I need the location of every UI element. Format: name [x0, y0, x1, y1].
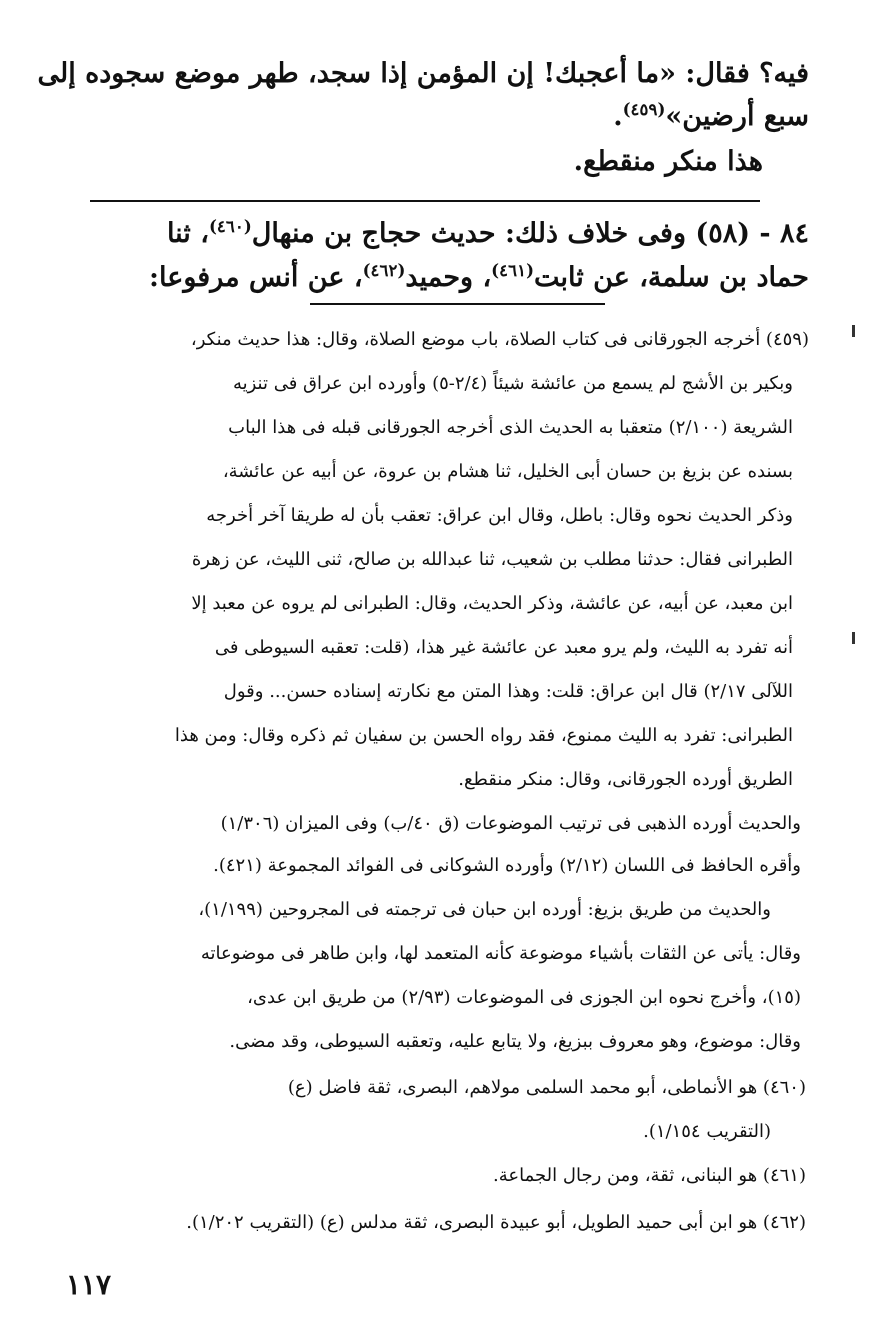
- footnote-text: وذكر الحديث نحوه وقال: باطل، وقال ابن عراق: تعقب بأن له طريقا آخر أخرجه: [206, 505, 793, 526]
- footnote-462-line: [0, 1208, 806, 1238]
- footnote-459-line: [0, 939, 801, 969]
- footnote-459-line: [0, 501, 793, 531]
- footnote-text: الشريعة (٢/١٠٠) متعقبا به الحديث الذى أخرجه الجورقانى قبله فى هذا الباب: [228, 417, 793, 438]
- footnote-text: أنه تفرد به الليث، ولم يرو معبد عن عائشة غير هذا، (قلت: تعقبه السيوطى فى: [214, 637, 793, 658]
- footnote-459-line: [0, 895, 771, 925]
- footnote-459-line: [0, 677, 793, 707]
- underline-rule: [310, 303, 605, 305]
- footnote-461-line: [0, 1161, 806, 1191]
- footnote-text: (التقريب ١/١٥٤).: [643, 1121, 771, 1142]
- footnote-459-line: [0, 413, 793, 443]
- body-line-2: [0, 95, 809, 139]
- body-text: ، عن أنس مرفوعا:: [149, 262, 363, 293]
- section-divider: [90, 200, 760, 202]
- body-text: ٨٤ - (٥٨) وفى خلاف ذلك: حديث حجاج بن منهال: [251, 218, 809, 249]
- body-line-1: [0, 52, 809, 96]
- footnote-459-line: [0, 851, 801, 881]
- footnote-459-line: [0, 589, 793, 619]
- body-text: ، ثنا: [166, 218, 209, 249]
- hadith-84-line-1: [0, 212, 809, 256]
- footnote-text: (٤٦٢) هو ابن أبى حميد الطويل، أبو عبيدة البصرى، ثقة مدلس (ع) (التقريب ١/٢٠٢).: [186, 1212, 806, 1233]
- body-text: .: [613, 101, 623, 132]
- footnote-ref: (٤٦٢): [362, 260, 406, 280]
- body-text: فيه؟ فقال: «ما أعجبك! إن المؤمن إذا سجد، طهر موضع سجوده إلى: [37, 58, 809, 89]
- footnote-text: وأقره الحافظ فى اللسان (٢/١٢) وأورده الشوكانى فى الفوائد المجموعة (٤٢١).: [213, 855, 801, 876]
- hadith-84-line-2: [0, 256, 809, 300]
- footnote-459-line: [0, 721, 793, 751]
- footnote-text: الطريق أورده الجورقانى، وقال: منكر منقطع.: [458, 769, 793, 790]
- footnote-459-line: [0, 457, 793, 487]
- footnote-ref: (٤٦١): [491, 260, 534, 280]
- footnote-460-line: [0, 1117, 771, 1147]
- footnote-459-line: [0, 633, 793, 663]
- footnote-459-line: [0, 1027, 801, 1057]
- footnote-459-line: [0, 369, 793, 399]
- body-line-3: [0, 140, 763, 184]
- page-number: ١١٧: [65, 1268, 111, 1301]
- footnote-text: الطبرانى فقال: حدثنا مطلب بن شعيب، ثنا عبدالله بن صالح، ثنى الليث، عن زهرة: [191, 549, 793, 570]
- margin-mark: [852, 325, 855, 337]
- footnote-459-line: [0, 809, 801, 839]
- footnote-text: والحديث من طريق بزيغ: أورده ابن حبان فى ترجمته فى المجروحين (١/١٩٩)،: [198, 899, 771, 920]
- footnote-text: اللآلى ٢/١٧) قال ابن عراق: قلت: وهذا المتن مع نكارته إسناده حسن... وقول: [223, 681, 793, 702]
- body-text: سبع أرضين»: [665, 101, 809, 132]
- footnote-ref: (٤٦٠): [208, 216, 252, 236]
- footnote-ref: (٤٥٩): [622, 99, 666, 119]
- body-text: هذا منكر منقطع.: [573, 146, 763, 177]
- footnote-459-line: [0, 545, 793, 575]
- body-text: حماد بن سلمة، عن ثابت: [533, 262, 809, 293]
- footnote-text: (٤٦٠) هو الأنماطى، أبو محمد السلمى مولاهم، البصرى، ثقة فاضل (ع): [287, 1077, 806, 1098]
- footnote-459-line: [0, 983, 801, 1013]
- margin-mark: [852, 632, 855, 644]
- footnote-text: وقال: يأتى عن الثقات بأشياء موضوعة كأنه المتعمد لها، وابن طاهر فى موضوعاته: [200, 943, 801, 964]
- body-text: ، وحميد: [405, 262, 492, 293]
- footnote-text: الطبرانى: تفرد به الليث ممنوع، فقد رواه الحسن بن سفيان ثم ذكره وقال: ومن هذا: [174, 725, 793, 746]
- footnote-text: ابن معبد، عن أبيه، عن عائشة، وذكر الحديث، وقال: الطبرانى لم يروه عن معبد إلا: [191, 593, 793, 614]
- footnote-text: وقال: موضوع، وهو معروف ببزيغ، ولا يتابع عليه، وتعقبه السيوطى، وقد مضى.: [229, 1031, 801, 1052]
- footnote-459-line: [0, 325, 809, 355]
- footnote-text: (١٥)، وأخرج نحوه ابن الجوزى فى الموضوعات (٢/٩٣) من طريق ابن عدى،: [247, 987, 801, 1008]
- footnote-459-line: [0, 765, 793, 795]
- footnote-text: (٤٦١) هو البنانى، ثقة، ومن رجال الجماعة.: [493, 1165, 806, 1186]
- footnote-text: (٤٥٩) أخرجه الجورقانى فى كتاب الصلاة، باب موضع الصلاة، وقال: هذا حديث منكر،: [190, 329, 809, 350]
- footnote-text: بسنده عن بزيغ بن حسان أبى الخليل، ثنا هشام بن عروة، عن أبيه عن عائشة،: [222, 461, 793, 482]
- footnote-text: وبكير بن الأشج لم يسمع من عائشة شيئاً (٢/٤-٥) وأورده ابن عراق فى تنزيه: [232, 373, 793, 394]
- footnote-text: والحديث أورده الذهبى فى ترتيب الموضوعات (ق ٤٠/ب) وفى الميزان (١/٣٠٦): [220, 813, 801, 834]
- footnote-460-line: [0, 1073, 806, 1103]
